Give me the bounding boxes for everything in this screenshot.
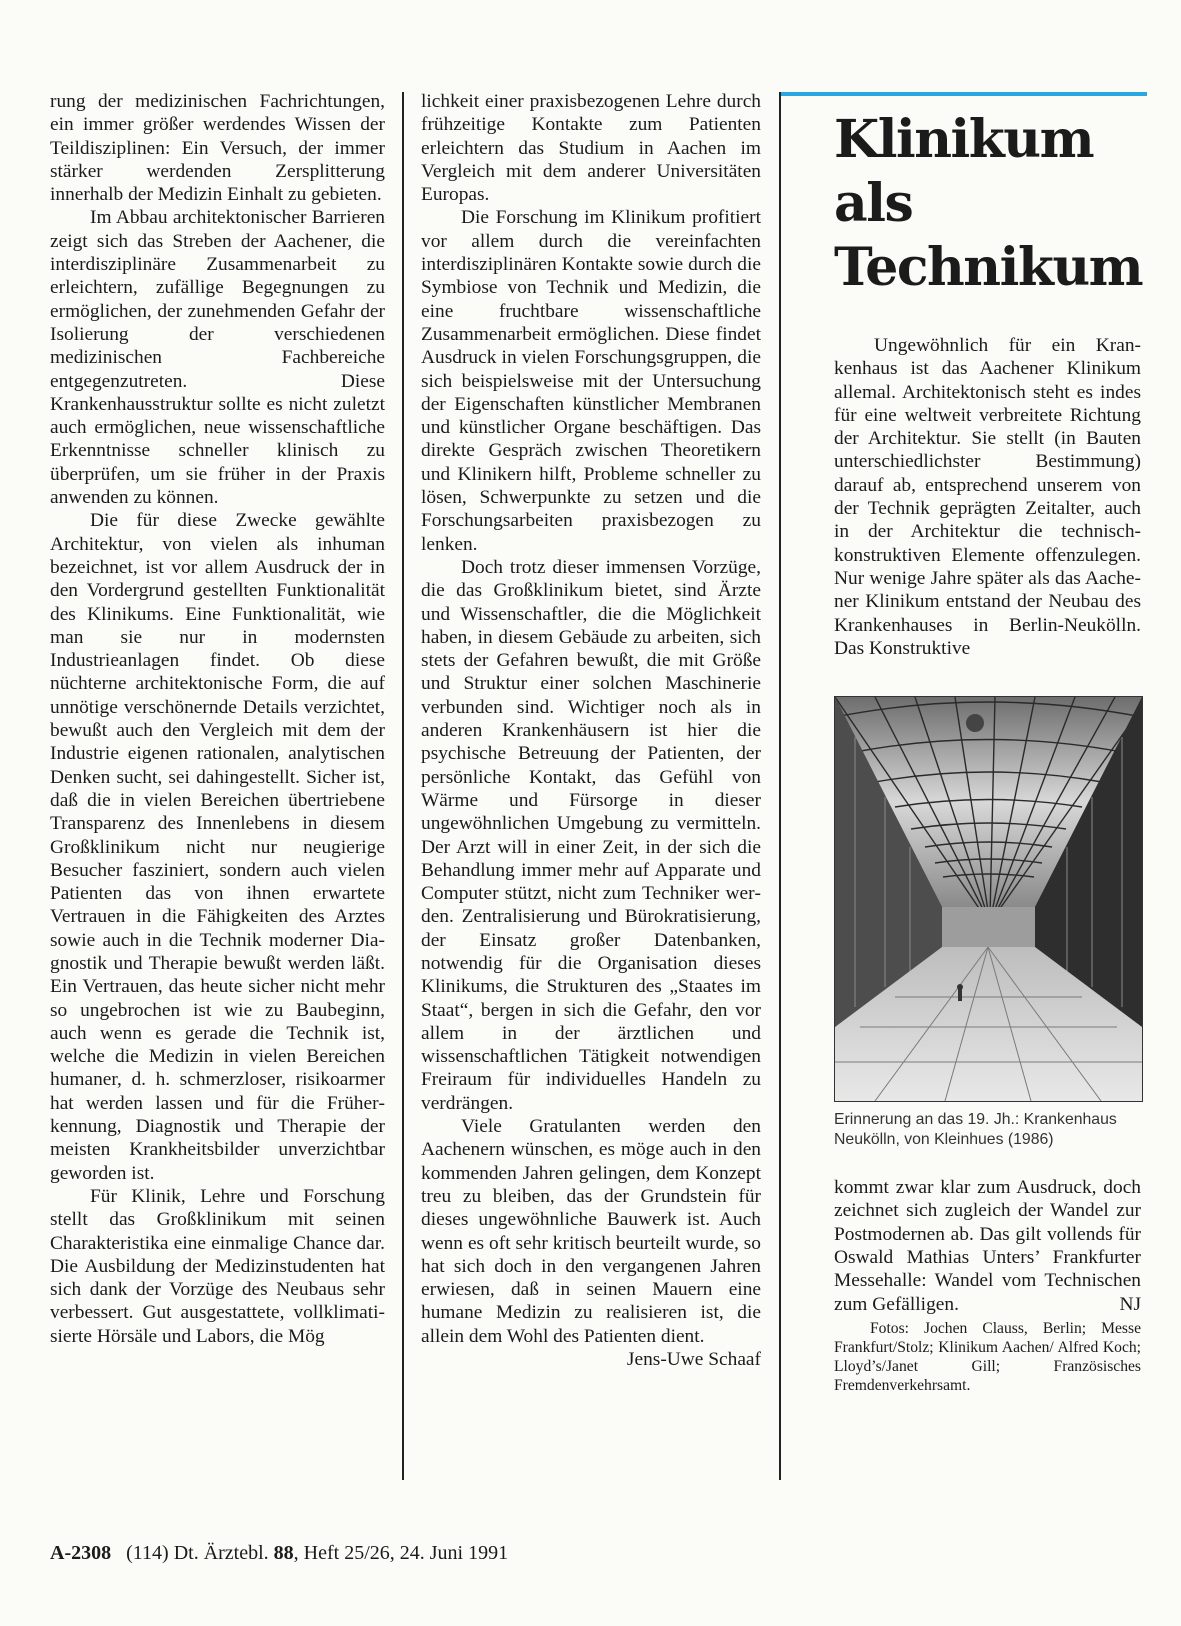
headline-line: Technikum — [834, 237, 1143, 298]
photo-hall-glass-roof — [834, 696, 1143, 1102]
paragraph-text: Viele Gratulanten werden den Aachenern wünschen, es möge auch in den kommenden Jahren gelingen, dem Konzept treu zu bleiben, das der Grundstein für dieses ungewöhnliche Bauwerk ist. Auch wenn es oft sehr kritisch beurteilt wurde, so hat sich doch in den vergangenen Jahren erwiesen, daß in seinen Mauern eine humane Medizin zu realisieren ist, die allein dem Wohl des Patienten dient. — [421, 1116, 761, 1347]
sidebar-continuation — [834, 1176, 1141, 1316]
paragraph: Im Abbau architektonischer Barrieren zeigt sich das Streben der Aachener, die interdisziplinäre Zusammenarbeit zu erleichtern, zufällige Begegnungen zu ermöglichen, der zunehmenden Gefahr der Isolierung der verschiedenen medizinischen Fachbereiche entgegenzutreten. Diese Krankenhausstruktur sollte es nicht zuletzt auch ermöglichen, neue wissenschaftliche Erkenntnisse schneller klinisch zu überprüfen, um sie früher in der Praxis anwenden zu können. — [50, 207, 385, 509]
sidebar-headline — [834, 108, 1141, 300]
sidebar-continuation-text: kommt zwar klar zum Ausdruck, doch zeichnet sich zugleich der Wandel zur Postmodernen ab. Das gilt vollends für Oswald Mathias Unters’ Frankfurter Messehalle: Wandel vom Technischen zum Gefälligen. — [834, 1177, 1141, 1315]
column-rule — [779, 92, 781, 1480]
paragraph: Die für diese Zwecke gewählte Architektur, von vielen als inhuman bezeichnet, ist vor allem Ausdruck der in den Vordergrund gestellten Funktionalität des Klinikums. Eine Funktionalität, wie man sie nur in modernsten Industrieanlagen findet. Ob diese nüchterne architektonische Form, die auf unnötige verschönernde Details verzichtet, bewußt auch den Vergleich mit dem der Industrie eigenen rationalen, analytischen Denken sucht, sei dahingestellt. Sicher ist, daß die in vielen Bereichen übertriebene Transparenz des Innenlebens in diesem Großklinikum nicht nur neugierige Besucher fasziniert, sondern auch vielen Patienten das von ihnen erwartete Vertrauen in die Fähigkeiten des Arztes sowie auch in die Technik moderner Diagnostik und Therapie bewußt werden läßt. Ein Vertrauen, das heute sicher nicht mehr so ungebrochen ist wie zu Baubeginn, auch wenn es gerade die Technik ist, welche die Medizin in vielen Bereichen humaner, d. h. schmerzloser, risikoarmer hat werden lassen und für die Früherkennung, Diagnostik und Therapie der meisten Krankheitsbilder unverzichtbar geworden ist. — [50, 510, 385, 1184]
page-number: A-2308 — [50, 1542, 112, 1564]
article-column-2 — [421, 90, 761, 1371]
photo-caption: Erinnerung an das 19. Jh.: Krankenhaus Neukölln, von Kleinhues (1986) — [834, 1111, 1117, 1149]
paragraph: Die Forschung im Klinikum profitiert vor allem durch die vereinfachten interdisziplinären Kontakte sowie durch die Symbiose von Technik und Medizin, die eine fruchtbare wissenschaftliche Zusammenarbeit ermöglichen. Diese findet Ausdruck in vielen Forschungsgruppen, die sich beispielsweise mit der Untersuchung der Eigenschaften künstlicher Membranen und künstlicher Organe beschäftigen. Das direkte Gespräch zwischen Theoretikern und Klinikern hilft, Probleme schneller zu lösen, Schwerpunkte zu setzen und die Forschungsarbeiten praxisbezogen zu lenken. — [421, 207, 761, 555]
paragraph: rung der medizinischen Fachrichtungen, ein immer größer werdendes Wissen der Teildisziplinen: Ein Versuch, der immer stärker werdenden Zersplitterung innerhalb der Medizin Einhalt zu gebieten. — [50, 91, 385, 206]
headline-line: als — [834, 173, 913, 234]
issue-date: , Heft 25/26, 24. Juni 1991 — [293, 1542, 509, 1564]
paragraph: lichkeit einer praxisbezogenen Lehre durch frühzeitige Kontakte zum Patienten erleichtern das Studium in Aachen im Vergleich mit dem anderer Universitäten Europas. — [421, 91, 761, 206]
sidebar-accent-bar — [781, 92, 1147, 96]
paragraph: Für Klinik, Lehre und Forschung stellt das Großklinikum mit seinen Charakteristika eine einmalige Chance dar. Die Ausbildung der Medizinstudenten hat sich dank der Vorzüge des Neubaus sehr verbessert. Gut ausgestattete, vollklimatisierte Hörsäle und Labors, die Mög — [50, 1185, 385, 1347]
column-rule — [402, 92, 404, 1480]
sidebar-intro: Ungewöhnlich für ein Krankenhaus ist das Aachener Klinikum allemal. Architektonisch steht es indes für eine weltweit verbreitete Richtung der Architektur. Sie stellt (in Bauten unterschiedlichster Bestimmung) darauf ab, entsprechend unserem von der Technik geprägten Zeitalter, auch in der Architektur die technisch-konstruktiven Elemente offenzulegen. Nur wenige Jahre später als das Aachener Klinikum entstand der Neubau des Krankenhauses in Berlin-Neukölln. Das Konstruktive — [834, 335, 1141, 659]
sidebar-box — [834, 108, 1141, 1395]
volume-number: 88 — [273, 1542, 294, 1564]
photo-credits-text: Fotos: Jochen Clauss, Berlin; Messe Frankfurt/Stolz; Klinikum Aachen/ Alfred Koch; Lloyd’s/Janet Gill; Französisches Fremdenverkehrsamt. — [834, 1319, 1141, 1394]
author-initials: NJ — [1119, 1293, 1141, 1315]
headline-line: Klinikum — [834, 109, 1094, 170]
photo-credits — [834, 1319, 1141, 1395]
journal-name: (114) Dt. Ärztebl. — [126, 1542, 274, 1564]
article-column-1 — [50, 90, 385, 1348]
paragraph: Doch trotz dieser immensen Vorzüge, die das Großklinikum bietet, sind Ärzte und Wissenschaftler, die die Möglichkeit haben, in diesem Gebäude zu arbeiten, sich stets der Gefahren bewußt, die mit Größe und Struktur einer solchen Maschinerie verbunden sind. Wichtiger noch als in anderen Krankenhäusern ist hier die psychische Betreuung der Patienten, der persönliche Kontakt, das Gefühl von Wärme und Fürsorge in dieser ungewöhnlichen Umgebung zu vermitteln. Der Arzt will in einer Zeit, in der sich die Behandlung immer mehr auf Apparate und Computer stützt, nicht zum Techniker werden. Zentralisierung und Bürokratisierung, der Einsatz großer Datenbanken, notwendig für die Organisation dieses Klinikums, die Strukturen des „Staates im Staat“, bergen in sich die Gefahr, den vor allem in der ärztlichen und wissenschaftlichen Tätigkeit notwendigen Freiraum für individuelles Handeln zu verdrängen. — [421, 556, 761, 1114]
photo-illustration — [835, 697, 1142, 1101]
paragraph — [421, 1115, 761, 1371]
author-signature: Jens-Uwe Schaaf — [626, 1349, 761, 1371]
page-footer — [50, 1542, 508, 1565]
